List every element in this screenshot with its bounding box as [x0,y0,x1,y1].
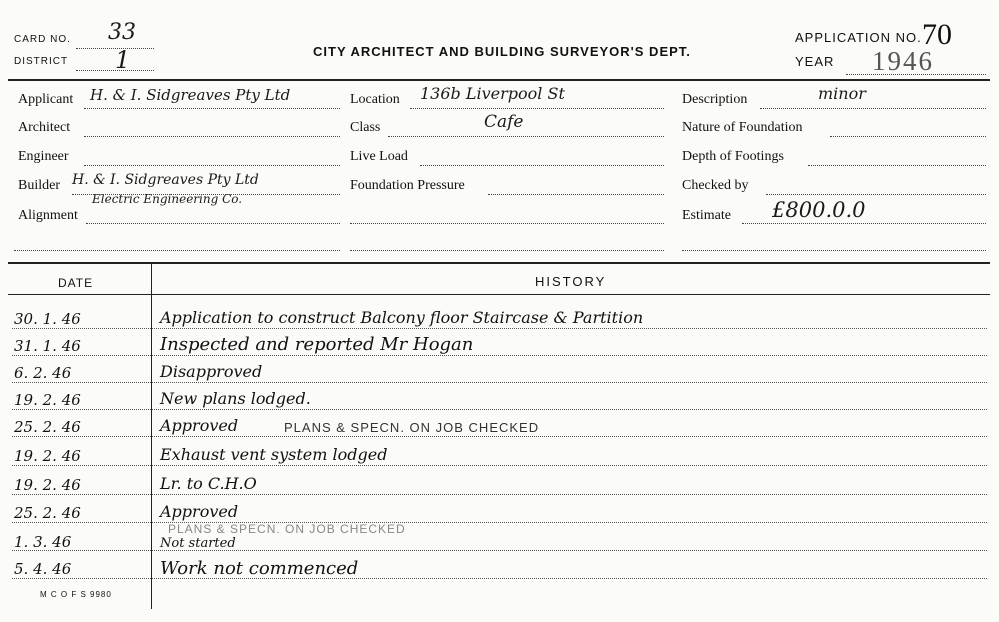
class-label: Class [350,120,381,135]
location-value: 136b Liverpool St [420,84,565,103]
row-date: 19. 2. 46 [14,391,81,409]
row-stamp: PLANS & SPECN. ON JOB CHECKED [284,420,540,435]
district-label: DISTRICT [14,56,69,67]
date-column-header: DATE [58,276,94,290]
row-date: 31. 1. 46 [14,337,81,355]
form-code: M C O F S 9980 [40,590,112,599]
row-entry: Exhaust vent system lodged [160,445,388,464]
checked-by-label: Checked by [682,178,749,193]
location-label: Location [350,92,400,107]
row-stamp: PLANS & SPECN. ON JOB CHECKED [168,522,406,536]
applicant-value: H. & I. Sidgreaves Pty Ltd [90,86,291,104]
card-no-label: CARD NO. [14,34,71,45]
application-no-value: 70 [922,18,952,51]
builder-value-2: Electric Engineering Co. [92,192,243,206]
engineer-label: Engineer [18,149,69,164]
row-entry: Approved [160,416,239,435]
row-entry: Disapproved [160,362,263,381]
live-load-label: Live Load [350,149,408,164]
history-column-header: HISTORY [535,274,607,289]
row-date: 19. 2. 46 [14,476,81,494]
builder-value: H. & I. Sidgreaves Pty Ltd [72,172,259,188]
row-entry: Work not commenced [160,558,359,579]
dept-title: CITY ARCHITECT AND BUILDING SURVEYOR'S DEPT. [313,44,691,59]
row-date: 30. 1. 46 [14,310,81,328]
row-date: 6. 2. 46 [14,364,72,382]
year-value: 1946 [872,46,934,76]
depth-of-footings-label: Depth of Footings [682,149,784,164]
row-date: 25. 2. 46 [14,418,81,436]
card-no-value: 33 [108,20,136,45]
row-entry: Not started [160,536,236,551]
estimate-label: Estimate [682,208,731,223]
description-label: Description [682,92,748,107]
row-date: 25. 2. 46 [14,504,81,522]
row-date: 5. 4. 46 [14,560,72,578]
applicant-label: Applicant [18,92,74,107]
row-date: 1. 3. 46 [14,533,72,551]
row-date: 19. 2. 46 [14,447,81,465]
alignment-label: Alignment [18,208,78,223]
builder-label: Builder [18,178,60,193]
row-entry: Lr. to C.H.O [160,474,257,493]
foundation-pressure-label: Foundation Pressure [350,178,465,193]
application-no-label: APPLICATION NO. [795,30,922,45]
architect-label: Architect [18,120,71,135]
description-value: minor [818,84,866,103]
district-value: 1 [115,46,131,74]
class-value: Cafe [484,112,524,132]
row-entry: Approved [160,502,239,521]
year-label: YEAR [795,54,835,69]
row-entry: Application to construct Balcony floor Staircase & Partition [160,308,644,327]
row-entry: Inspected and reported Mr Hogan [160,334,474,355]
nature-of-foundation-label: Nature of Foundation [682,120,803,135]
estimate-value: £800.0.0 [772,198,866,222]
row-entry: New plans lodged. [160,389,311,408]
